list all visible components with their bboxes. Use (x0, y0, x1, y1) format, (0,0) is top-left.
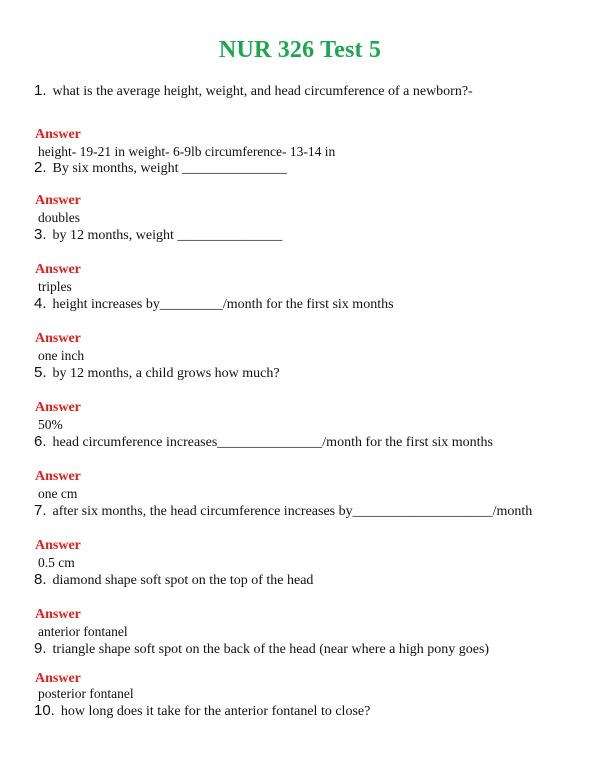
answer-label: Answer (35, 400, 81, 415)
question-text: how long does it take for the anterior fontanel to close? (60, 704, 371, 719)
answer-label: Answer (35, 607, 81, 622)
question-6 (34, 433, 493, 451)
question-text: triangle shape soft spot on the back of the head (near where a high pony goes) (52, 642, 490, 657)
question-number: 8. (34, 571, 47, 588)
answer-label: Answer (35, 671, 81, 686)
answer-text: doubles (38, 210, 80, 225)
answer-label: Answer (35, 193, 81, 208)
question-text: height increases by_________/month for the first six months (52, 297, 394, 312)
question-3 (34, 226, 282, 244)
question-text: by 12 months, a child grows how much? (52, 366, 280, 381)
question-2 (34, 159, 287, 177)
answer-text: 0.5 cm (38, 555, 75, 570)
question-5 (34, 364, 280, 382)
question-number: 4. (34, 295, 47, 312)
question-number: 3. (34, 226, 47, 243)
question-7 (34, 502, 532, 520)
question-text: By six months, weight _______________ (52, 161, 288, 176)
question-number: 5. (34, 364, 47, 381)
answer-text: posterior fontanel (38, 686, 134, 701)
question-number: 7. (34, 502, 47, 519)
answer-label: Answer (35, 127, 81, 142)
answer-text: height- 19-21 in weight- 6-9lb circumference- 13-14 in (38, 144, 336, 159)
answer-text: 50% (38, 417, 63, 432)
question-text: diamond shape soft spot on the top of the head (52, 573, 314, 588)
answer-label: Answer (35, 469, 81, 484)
question-text: after six months, the head circumference increases by____________________/month (52, 504, 533, 519)
answer-label: Answer (35, 538, 81, 553)
question-number: 1. (34, 82, 47, 99)
question-text: head circumference increases_______________/month for the first six months (52, 435, 494, 450)
question-9 (34, 640, 489, 658)
question-number: 2. (34, 159, 47, 176)
question-number: 10. (34, 702, 55, 719)
answer-label: Answer (35, 331, 81, 346)
question-1 (34, 82, 473, 100)
answer-text: one cm (38, 486, 78, 501)
question-4 (34, 295, 394, 313)
question-8 (34, 571, 313, 589)
answer-label: Answer (35, 262, 81, 277)
answer-text: triples (38, 279, 72, 294)
question-text: what is the average height, weight, and head circumference of a newborn?- (52, 84, 473, 99)
question-10 (34, 702, 370, 720)
question-text: by 12 months, weight _______________ (52, 228, 283, 243)
question-number: 9. (34, 640, 47, 657)
question-number: 6. (34, 433, 47, 450)
answer-text: anterior fontanel (38, 624, 128, 639)
answer-text: one inch (38, 348, 85, 363)
document-title: NUR 326 Test 5 (218, 37, 382, 63)
